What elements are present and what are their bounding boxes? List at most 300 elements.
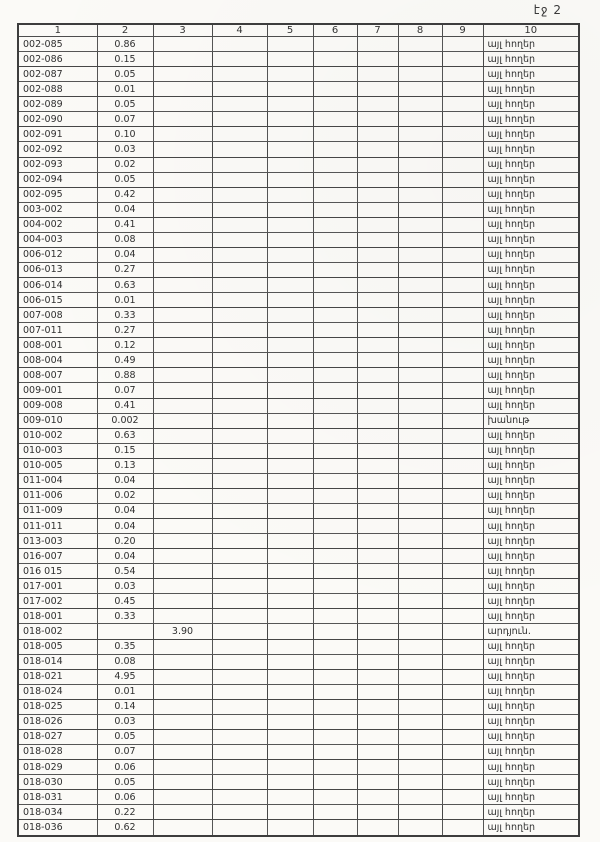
cell-empty bbox=[357, 729, 398, 744]
cell-parcel-code: 002-090 bbox=[18, 112, 97, 127]
cell-landuse-label: այլ հողեր bbox=[483, 473, 579, 488]
cell-empty bbox=[313, 97, 357, 112]
cell-empty bbox=[442, 503, 483, 518]
cell-landuse-label: այլ հողեր bbox=[483, 458, 579, 473]
cell-empty bbox=[267, 353, 313, 368]
cell-empty bbox=[313, 383, 357, 398]
cell-parcel-code: 006-012 bbox=[18, 247, 97, 262]
cell-empty bbox=[212, 278, 267, 293]
cell-parcel-code: 002-089 bbox=[18, 97, 97, 112]
cell-empty bbox=[398, 775, 442, 790]
cell-col3-value bbox=[153, 639, 212, 654]
cell-area-value: 0.20 bbox=[97, 534, 153, 549]
cell-empty bbox=[442, 232, 483, 247]
cell-empty bbox=[398, 67, 442, 82]
cell-empty bbox=[398, 534, 442, 549]
cell-empty bbox=[398, 549, 442, 564]
cell-parcel-code: 018-034 bbox=[18, 805, 97, 820]
cell-col3-value bbox=[153, 519, 212, 534]
cell-empty bbox=[442, 353, 483, 368]
cell-empty bbox=[267, 323, 313, 338]
cell-empty bbox=[398, 262, 442, 277]
cell-col3-value bbox=[153, 699, 212, 714]
cell-empty bbox=[313, 112, 357, 127]
cell-empty bbox=[313, 714, 357, 729]
cell-parcel-code: 018-021 bbox=[18, 669, 97, 684]
cell-parcel-code: 010-002 bbox=[18, 428, 97, 443]
cell-empty bbox=[442, 338, 483, 353]
cell-empty bbox=[442, 534, 483, 549]
table-row bbox=[18, 142, 579, 157]
cell-empty bbox=[313, 187, 357, 202]
cell-empty bbox=[357, 488, 398, 503]
cell-col3-value bbox=[153, 338, 212, 353]
cell-empty bbox=[442, 52, 483, 67]
cell-parcel-code: 002-092 bbox=[18, 142, 97, 157]
cell-empty bbox=[267, 594, 313, 609]
cell-empty bbox=[442, 127, 483, 142]
cell-empty bbox=[398, 564, 442, 579]
cell-empty bbox=[267, 579, 313, 594]
cell-area-value: 0.04 bbox=[97, 519, 153, 534]
cell-parcel-code: 017-001 bbox=[18, 579, 97, 594]
cell-area-value: 0.06 bbox=[97, 790, 153, 805]
cell-empty bbox=[398, 127, 442, 142]
cell-empty bbox=[357, 202, 398, 217]
cell-empty bbox=[398, 609, 442, 624]
cell-empty bbox=[357, 594, 398, 609]
cell-empty bbox=[442, 217, 483, 232]
cell-empty bbox=[442, 157, 483, 172]
cell-landuse-label: այլ հողեր bbox=[483, 790, 579, 805]
cell-empty bbox=[313, 52, 357, 67]
cell-col3-value bbox=[153, 323, 212, 338]
cell-landuse-label: այլ հողեր bbox=[483, 579, 579, 594]
cell-parcel-code: 018-014 bbox=[18, 654, 97, 669]
cell-area-value: 0.15 bbox=[97, 52, 153, 67]
cell-area-value: 0.05 bbox=[97, 97, 153, 112]
cell-empty bbox=[357, 609, 398, 624]
cell-empty bbox=[442, 383, 483, 398]
cell-empty bbox=[357, 67, 398, 82]
cell-parcel-code: 004-002 bbox=[18, 217, 97, 232]
cell-empty bbox=[398, 699, 442, 714]
cell-empty bbox=[398, 579, 442, 594]
cell-col3-value bbox=[153, 37, 212, 52]
cell-empty bbox=[212, 217, 267, 232]
cell-area-value: 0.03 bbox=[97, 714, 153, 729]
cell-empty bbox=[267, 519, 313, 534]
cell-landuse-label: այլ հողեր bbox=[483, 519, 579, 534]
cell-empty bbox=[212, 473, 267, 488]
cell-empty bbox=[212, 172, 267, 187]
cell-col3-value bbox=[153, 157, 212, 172]
cell-parcel-code: 003-002 bbox=[18, 202, 97, 217]
cell-area-value: 0.04 bbox=[97, 549, 153, 564]
cell-landuse-label: խանութ bbox=[483, 413, 579, 428]
cell-landuse-label: այլ հողեր bbox=[483, 172, 579, 187]
cell-empty bbox=[212, 534, 267, 549]
cell-col3-value bbox=[153, 654, 212, 669]
table-row bbox=[18, 202, 579, 217]
cell-empty bbox=[398, 790, 442, 805]
cell-empty bbox=[398, 247, 442, 262]
cell-empty bbox=[267, 172, 313, 187]
table-row bbox=[18, 594, 579, 609]
cell-empty bbox=[442, 82, 483, 97]
cell-empty bbox=[267, 458, 313, 473]
cell-empty bbox=[313, 473, 357, 488]
cell-empty bbox=[398, 714, 442, 729]
cell-empty bbox=[267, 398, 313, 413]
cell-empty bbox=[267, 805, 313, 820]
cell-empty bbox=[313, 594, 357, 609]
cell-empty bbox=[442, 639, 483, 654]
cell-empty bbox=[442, 488, 483, 503]
cell-col3-value bbox=[153, 790, 212, 805]
cell-empty bbox=[313, 323, 357, 338]
cell-landuse-label: այլ հողեր bbox=[483, 744, 579, 759]
cell-empty bbox=[442, 413, 483, 428]
cell-empty bbox=[357, 217, 398, 232]
cell-empty bbox=[212, 398, 267, 413]
cell-col3-value bbox=[153, 172, 212, 187]
cell-empty bbox=[357, 654, 398, 669]
cell-empty bbox=[357, 564, 398, 579]
cell-area-value: 0.05 bbox=[97, 729, 153, 744]
cell-empty bbox=[398, 654, 442, 669]
cell-empty bbox=[313, 534, 357, 549]
cell-parcel-code: 018-001 bbox=[18, 609, 97, 624]
cell-empty bbox=[398, 323, 442, 338]
cell-area-value: 0.41 bbox=[97, 217, 153, 232]
cell-empty bbox=[267, 654, 313, 669]
cell-area-value: 0.01 bbox=[97, 684, 153, 699]
cell-col3-value bbox=[153, 458, 212, 473]
cell-empty bbox=[267, 714, 313, 729]
cell-empty bbox=[313, 278, 357, 293]
table-row bbox=[18, 639, 579, 654]
cell-empty bbox=[357, 398, 398, 413]
cell-empty bbox=[313, 654, 357, 669]
cell-area-value: 0.88 bbox=[97, 368, 153, 383]
cell-empty bbox=[267, 157, 313, 172]
cell-empty bbox=[442, 398, 483, 413]
cell-empty bbox=[313, 413, 357, 428]
cell-empty bbox=[442, 187, 483, 202]
cell-col3-value bbox=[153, 112, 212, 127]
cell-landuse-label: արդյուն. bbox=[483, 624, 579, 639]
cell-empty bbox=[398, 202, 442, 217]
cell-empty bbox=[212, 594, 267, 609]
cell-empty bbox=[313, 157, 357, 172]
cell-empty bbox=[442, 820, 483, 836]
cell-parcel-code: 010-005 bbox=[18, 458, 97, 473]
cell-landuse-label: այլ հողեր bbox=[483, 67, 579, 82]
cell-empty bbox=[398, 353, 442, 368]
cell-area-value: 0.04 bbox=[97, 473, 153, 488]
cell-landuse-label: այլ հողեր bbox=[483, 609, 579, 624]
cell-area-value: 4.95 bbox=[97, 669, 153, 684]
cell-empty bbox=[357, 172, 398, 187]
cell-empty bbox=[267, 67, 313, 82]
table-row bbox=[18, 458, 579, 473]
cell-empty bbox=[313, 428, 357, 443]
cell-col3-value bbox=[153, 609, 212, 624]
cell-empty bbox=[357, 413, 398, 428]
cell-empty bbox=[357, 805, 398, 820]
cell-parcel-code: 002-091 bbox=[18, 127, 97, 142]
cell-empty bbox=[398, 368, 442, 383]
cell-empty bbox=[267, 338, 313, 353]
cell-empty bbox=[313, 142, 357, 157]
cell-col3-value bbox=[153, 428, 212, 443]
cell-empty bbox=[398, 37, 442, 52]
cell-col3-value bbox=[153, 579, 212, 594]
cell-parcel-code: 002-086 bbox=[18, 52, 97, 67]
cell-landuse-label: այլ հողեր bbox=[483, 443, 579, 458]
cell-col3-value bbox=[153, 353, 212, 368]
column-header: 2 bbox=[97, 24, 153, 37]
cell-landuse-label: այլ հողեր bbox=[483, 549, 579, 564]
cell-empty bbox=[212, 52, 267, 67]
cell-area-value: 0.86 bbox=[97, 37, 153, 52]
column-header: 1 bbox=[18, 24, 97, 37]
cell-landuse-label: այլ հողեր bbox=[483, 594, 579, 609]
cell-area-value bbox=[97, 624, 153, 639]
cell-empty bbox=[267, 127, 313, 142]
cell-empty bbox=[442, 699, 483, 714]
cell-empty bbox=[357, 744, 398, 759]
cell-empty bbox=[313, 684, 357, 699]
cell-empty bbox=[442, 775, 483, 790]
cell-col3-value: 3.90 bbox=[153, 624, 212, 639]
cell-empty bbox=[267, 368, 313, 383]
cell-area-value: 0.01 bbox=[97, 293, 153, 308]
cell-empty bbox=[398, 338, 442, 353]
cell-empty bbox=[357, 127, 398, 142]
cell-parcel-code: 006-013 bbox=[18, 262, 97, 277]
cell-landuse-label: այլ հողեր bbox=[483, 82, 579, 97]
cell-empty bbox=[313, 338, 357, 353]
cell-parcel-code: 018-026 bbox=[18, 714, 97, 729]
cell-empty bbox=[267, 293, 313, 308]
table-row bbox=[18, 323, 579, 338]
cell-empty bbox=[313, 368, 357, 383]
cell-empty bbox=[398, 52, 442, 67]
cell-col3-value bbox=[153, 534, 212, 549]
cell-landuse-label: այլ հողեր bbox=[483, 368, 579, 383]
cell-parcel-code: 016 015 bbox=[18, 564, 97, 579]
cell-parcel-code: 002-093 bbox=[18, 157, 97, 172]
cell-empty bbox=[267, 52, 313, 67]
cell-empty bbox=[398, 413, 442, 428]
cell-empty bbox=[442, 262, 483, 277]
cell-area-value: 0.49 bbox=[97, 353, 153, 368]
cell-area-value: 0.002 bbox=[97, 413, 153, 428]
cell-empty bbox=[442, 142, 483, 157]
cell-empty bbox=[357, 293, 398, 308]
cell-empty bbox=[212, 443, 267, 458]
cell-empty bbox=[212, 338, 267, 353]
cell-empty bbox=[442, 654, 483, 669]
cell-area-value: 0.63 bbox=[97, 428, 153, 443]
cell-empty bbox=[313, 564, 357, 579]
cell-landuse-label: այլ հողեր bbox=[483, 729, 579, 744]
cell-landuse-label: այլ հողեր bbox=[483, 232, 579, 247]
cell-empty bbox=[313, 37, 357, 52]
cell-empty bbox=[398, 82, 442, 97]
cell-landuse-label: այլ հողեր bbox=[483, 353, 579, 368]
cell-empty bbox=[267, 232, 313, 247]
cell-landuse-label: այլ հողեր bbox=[483, 534, 579, 549]
cell-empty bbox=[313, 488, 357, 503]
cell-area-value: 0.04 bbox=[97, 247, 153, 262]
cell-empty bbox=[212, 564, 267, 579]
cell-col3-value bbox=[153, 594, 212, 609]
cell-empty bbox=[442, 579, 483, 594]
cell-empty bbox=[357, 278, 398, 293]
cell-empty bbox=[212, 744, 267, 759]
cell-empty bbox=[267, 262, 313, 277]
cell-empty bbox=[357, 790, 398, 805]
cell-empty bbox=[313, 308, 357, 323]
cell-empty bbox=[313, 67, 357, 82]
cell-empty bbox=[212, 293, 267, 308]
cell-parcel-code: 002-094 bbox=[18, 172, 97, 187]
cell-empty bbox=[442, 594, 483, 609]
cell-landuse-label: այլ հողեր bbox=[483, 308, 579, 323]
cell-landuse-label: այլ հողեր bbox=[483, 142, 579, 157]
cell-empty bbox=[442, 97, 483, 112]
cell-empty bbox=[398, 805, 442, 820]
cell-parcel-code: 009-010 bbox=[18, 413, 97, 428]
cell-empty bbox=[398, 624, 442, 639]
cell-empty bbox=[442, 624, 483, 639]
cell-empty bbox=[212, 142, 267, 157]
cell-empty bbox=[442, 549, 483, 564]
cell-empty bbox=[442, 458, 483, 473]
cell-empty bbox=[267, 820, 313, 836]
table-row bbox=[18, 82, 579, 97]
cell-empty bbox=[267, 37, 313, 52]
cell-empty bbox=[398, 172, 442, 187]
table-row bbox=[18, 534, 579, 549]
cell-empty bbox=[398, 187, 442, 202]
cell-empty bbox=[212, 262, 267, 277]
header-row bbox=[18, 24, 579, 37]
cell-parcel-code: 013-003 bbox=[18, 534, 97, 549]
cell-empty bbox=[267, 624, 313, 639]
table-row bbox=[18, 262, 579, 277]
cell-landuse-label: այլ հողեր bbox=[483, 323, 579, 338]
cell-parcel-code: 011-006 bbox=[18, 488, 97, 503]
cell-empty bbox=[398, 820, 442, 836]
cell-empty bbox=[267, 639, 313, 654]
cell-empty bbox=[267, 564, 313, 579]
cell-empty bbox=[357, 699, 398, 714]
cell-empty bbox=[357, 353, 398, 368]
cell-empty bbox=[267, 142, 313, 157]
cell-empty bbox=[212, 82, 267, 97]
cell-parcel-code: 010-003 bbox=[18, 443, 97, 458]
cell-empty bbox=[357, 549, 398, 564]
cell-empty bbox=[212, 609, 267, 624]
cell-area-value: 0.08 bbox=[97, 232, 153, 247]
cell-empty bbox=[357, 458, 398, 473]
land-parcels-table bbox=[17, 23, 580, 837]
table-row bbox=[18, 669, 579, 684]
cell-col3-value bbox=[153, 564, 212, 579]
cell-empty bbox=[267, 503, 313, 518]
cell-empty bbox=[357, 519, 398, 534]
cell-empty bbox=[267, 428, 313, 443]
cell-empty bbox=[442, 37, 483, 52]
cell-landuse-label: այլ հողեր bbox=[483, 293, 579, 308]
cell-parcel-code: 002-085 bbox=[18, 37, 97, 52]
table-row bbox=[18, 368, 579, 383]
column-header: 6 bbox=[313, 24, 357, 37]
cell-area-value: 0.12 bbox=[97, 338, 153, 353]
cell-empty bbox=[267, 443, 313, 458]
cell-parcel-code: 009-001 bbox=[18, 383, 97, 398]
table-row bbox=[18, 729, 579, 744]
cell-empty bbox=[267, 669, 313, 684]
cell-landuse-label: այլ հողեր bbox=[483, 112, 579, 127]
cell-empty bbox=[442, 684, 483, 699]
cell-empty bbox=[398, 488, 442, 503]
cell-parcel-code: 018-002 bbox=[18, 624, 97, 639]
cell-parcel-code: 018-024 bbox=[18, 684, 97, 699]
cell-landuse-label: այլ հողեր bbox=[483, 157, 579, 172]
table-row bbox=[18, 805, 579, 820]
cell-empty bbox=[398, 744, 442, 759]
table-row bbox=[18, 67, 579, 82]
cell-empty bbox=[212, 805, 267, 820]
cell-empty bbox=[267, 202, 313, 217]
cell-landuse-label: այլ հողեր bbox=[483, 37, 579, 52]
cell-area-value: 0.27 bbox=[97, 323, 153, 338]
cell-landuse-label: այլ հողեր bbox=[483, 247, 579, 262]
cell-empty bbox=[313, 293, 357, 308]
cell-landuse-label: այլ հողեր bbox=[483, 398, 579, 413]
cell-empty bbox=[267, 308, 313, 323]
cell-parcel-code: 008-004 bbox=[18, 353, 97, 368]
cell-empty bbox=[313, 729, 357, 744]
cell-empty bbox=[398, 760, 442, 775]
cell-empty bbox=[398, 443, 442, 458]
cell-area-value: 0.02 bbox=[97, 157, 153, 172]
cell-area-value: 0.15 bbox=[97, 443, 153, 458]
cell-col3-value bbox=[153, 413, 212, 428]
table-row bbox=[18, 247, 579, 262]
cell-empty bbox=[398, 383, 442, 398]
table-row bbox=[18, 428, 579, 443]
table-row bbox=[18, 37, 579, 52]
cell-empty bbox=[313, 639, 357, 654]
cell-landuse-label: այլ հողեր bbox=[483, 187, 579, 202]
cell-empty bbox=[357, 579, 398, 594]
table-row bbox=[18, 760, 579, 775]
cell-parcel-code: 017-002 bbox=[18, 594, 97, 609]
cell-empty bbox=[398, 428, 442, 443]
cell-empty bbox=[267, 609, 313, 624]
cell-area-value: 0.33 bbox=[97, 609, 153, 624]
cell-empty bbox=[398, 473, 442, 488]
cell-area-value: 0.35 bbox=[97, 639, 153, 654]
cell-col3-value bbox=[153, 760, 212, 775]
cell-empty bbox=[357, 534, 398, 549]
